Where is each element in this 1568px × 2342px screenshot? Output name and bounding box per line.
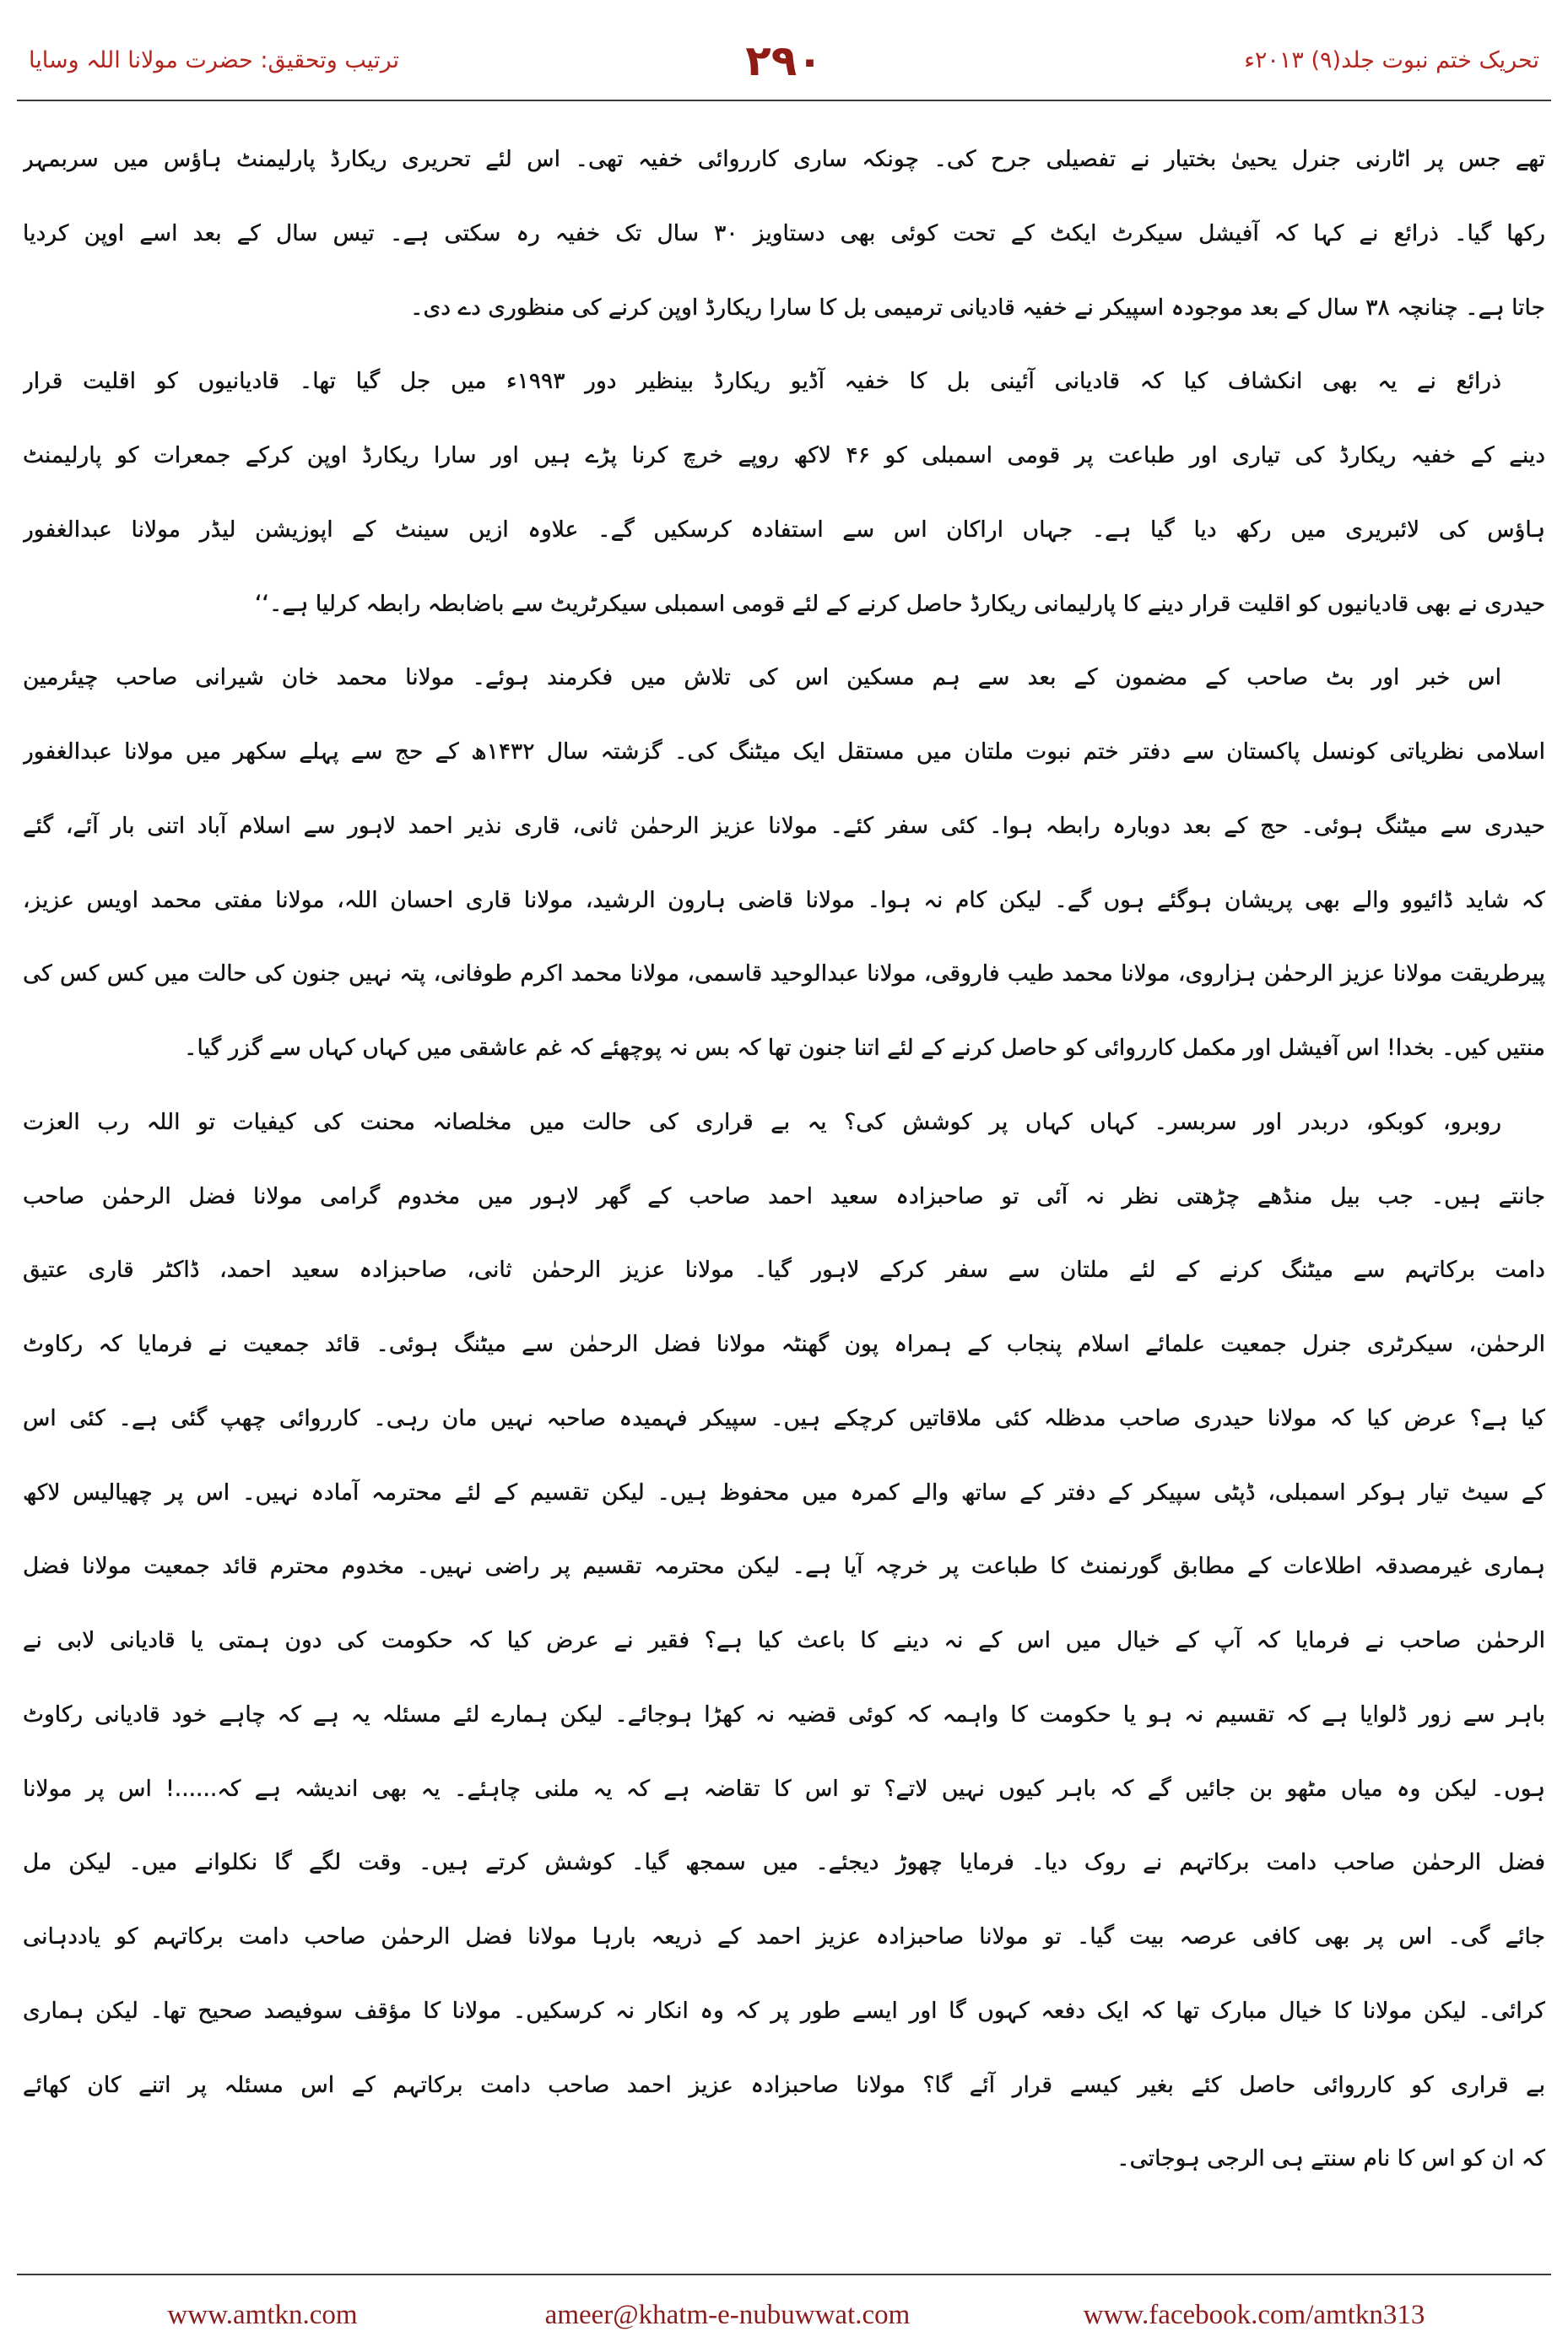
text-line: باہر سے زور ڈلوایا ہے کہ تقسیم نہ ہو یا حکومت کا واہمہ کہ کوئی قضیہ نہ کھڑا ہوجائے۔ لیکن ہمارے لئے مسئلہ یہ ہے کہ چاہے خود قادیانی رکاوٹ [23,1701,1545,1728]
text-line: کہ ان کو اس کا نام سنتے ہی الرجی ہوجاتی۔ [1117,2145,1545,2172]
text-line: ہماری غیرمصدقہ اطلاعات کے مطابق گورنمنٹ کا طباعت پر خرچہ آیا ہے۔ لیکن محترمہ تقسیم پر راضی نہیں۔ مخدوم محترم قائد جمعیت مولانا فضل [23,1553,1545,1580]
text-line: کے سیٹ تیار ہوکر اسمبلی، ڈپٹی سپیکر کے دفتر کے ساتھ والے کمرہ میں محفوظ ہیں۔ لیکن تقسیم کے لئے محترمہ آمادہ نہیں۔ اس پر چھیالیس لاکھ [23,1479,1545,1506]
text-line: ہوں۔ لیکن وہ میاں مٹھو بن جائیں گے کہ باہر کیوں نہیں لاتے؟ تو اس کا تقاضہ ہے کہ یہ ملنی چاہئے۔ یہ بھی اندیشہ ہے کہ......! اس پر مولانا [23,1775,1545,1802]
email-link[interactable]: ameer@khatm-e-nubuwwat.com [544,2300,911,2330]
paragraph-continued [23,122,1545,344]
text-line: کہ شاید ڈائیوو والے بھی پریشان ہوگئے ہوں گے۔ لیکن کام نہ ہوا۔ مولانا قاضی ہارون الرشید، مولانا قاری احسان اللہ، مولانا مفتی محمد اویس عزیز، [23,886,1545,913]
text-line: اس خبر اور بٹ صاحب کے مضمون کے بعد سے ہم مسکین اس کی تلاش میں فکرمند ہوئے۔ مولانا محمد خان شیرانی صاحب چیئرمین [23,664,1501,691]
text-line: اسلامی نظریاتی کونسل پاکستان سے دفتر ختم نبوت ملتان میں مستقل ایک میٹنگ کی۔ گزشتہ سال ۱۴۳۲ھ کے حج سے پہلے سکھر میں مولانا عبدالغفور [23,738,1545,765]
text-line: رکھا گیا۔ ذرائع نے کہا کہ آفیشل سیکرٹ ایکٹ کے تحت کوئی بھی دستاویز ۳۰ سال تک خفیہ رہ سکتی ہے۔ تیس سال کے بعد اسے اوپن کردیا [23,219,1545,246]
text-line: الرحمٰن صاحب نے فرمایا کہ آپ کے خیال میں اس کے نہ دینے کا باعث کیا ہے؟ فقیر نے عرض کیا کہ حکومت کی دون ہمتی یا قادیانی لابی نے [23,1627,1545,1653]
text-line: کیا ہے؟ عرض کیا کہ مولانا حیدری صاحب مدظلہ کئی ملاقاتیں کرچکے ہیں۔ سپیکر فہمیدہ صاحبہ نہیں مان رہی۔ کارروائی چھپ گئی ہے۔ کئی اس [23,1404,1545,1431]
paragraph [23,344,1545,641]
footer-divider [17,2274,1551,2275]
text-line: فضل الرحمٰن صاحب دامت برکاتہم نے روک دیا۔ فرمایا چھوڑ دیجئے۔ میں سمجھ گیا۔ کوشش کرتے ہیں۔ وقت لگے گا نکلوانے میں۔ لیکن مل [23,1849,1545,1876]
text-line: کرائی۔ لیکن مولانا کا خیال مبارک تھا کہ ایک دفعہ کہوں گا اور ایسے طور پر کہ وہ انکار نہ کرسکیں۔ مولانا کا مؤقف سوفیصد صحیح تھا۔ لیکن ہماری [23,1997,1545,2024]
page-number: ۲۹۰ [745,36,823,85]
text-line: حیدری نے بھی قادیانیوں کو اقلیت قرار دینے کا پارلیمانی ریکارڈ حاصل کرنے کے لئے قومی اسمبلی سیکرٹریٹ سے باضابطہ رابطہ کرلیا ہے۔‘‘ [254,590,1545,617]
text-line: ہاؤس کی لائبریری میں رکھ دیا گیا ہے۔ جہاں اراکان اس سے استفادہ کرسکیں گے۔ علاوہ ازیں سینٹ کے اپوزیشن لیڈر مولانا عبدالغفور [23,516,1545,543]
page-footer [0,2294,1568,2336]
paragraph [23,1085,1545,2196]
compiler-credit: ترتیب وتحقیق: حضرت مولانا اللہ وسایا [29,47,399,73]
text-line: جائے گی۔ اس پر بھی کافی عرصہ بیت گیا۔ تو مولانا صاحبزادہ عزیز احمد کے ذریعہ بارہا مولانا فضل الرحمٰن صاحب دامت برکاتہم کو یاددہانی [23,1923,1545,1950]
header-divider [17,100,1551,101]
text-line: حیدری سے میٹنگ ہوئی۔ حج کے بعد دوبارہ رابطہ ہوا۔ کئی سفر کئے۔ مولانا عزیز الرحمٰن ثانی، قاری نذیر احمد لاہور سے اسلام آباد اتنی بار آئے، گئے [23,812,1545,839]
text-line: پیرطریقت مولانا عزیز الرحمٰن ہزاروی، مولانا محمد طیب فاروقی، مولانا عبدالوحید قاسمی، مولانا محمد اکرم طوفانی، پتہ نہیں جنون کی حالت میں کس کس کی [23,960,1545,987]
text-line: ذرائع نے یہ بھی انکشاف کیا کہ قادیانی آئینی بل کا خفیہ آڈیو ریکارڈ بینظیر دور ۱۹۹۳ء میں جل گیا تھا۔ قادیانیوں کو اقلیت قرار [23,368,1501,395]
series-title: تحریک ختم نبوت جلد(۹) ۲۰۱۳ء [1244,47,1539,73]
text-line: تھے جس پر اٹارنی جنرل یحییٰ بختیار نے تفصیلی جرح کی۔ چونکہ ساری کارروائی خفیہ تھی۔ اس لئے تحریری ریکارڈ پارلیمنٹ ہاؤس میں سربمہر [23,146,1545,172]
text-line: دینے کے خفیہ ریکارڈ کی تیاری اور طباعت پر قومی اسمبلی کو ۴۶ لاکھ روپے خرچ کرنا پڑے ہیں اور سارا ریکارڈ اوپن کرکے جمعرات کو پارلیمنٹ [23,442,1545,468]
text-line: بے قراری کو کارروائی حاصل کئے بغیر کیسے قرار آئے گا؟ مولانا صاحبزادہ عزیز احمد صاحب دامت برکاتہم کے اس مسئلہ پر اتنے کان کھائے [23,2071,1545,2098]
text-line: الرحمٰن، سیکرٹری جنرل جمعیت علمائے اسلام پنجاب کے ہمراہ پون گھنٹہ مولانا فضل الرحمٰن سے میٹنگ ہوئی۔ قائد جمعیت نے فرمایا کہ رکاوٹ [23,1331,1545,1357]
text-line: روبرو، کوبکو، دربدر اور سربسر۔ کہاں کہاں پر کوشش کی؟ یہ بے قراری کی حالت میں مخلصانہ محنت کی کیفیات تو اللہ رب العزت [23,1108,1501,1135]
text-line: دامت برکاتہم سے میٹنگ کرنے کے لئے ملتان سے سفر کرکے لاہور گیا۔ مولانا عزیز الرحمٰن ثانی، صاحبزادہ سعید احمد، ڈاکٹر قاری عتیق [23,1257,1545,1284]
text-line: جاتا ہے۔ چنانچہ ۳۸ سال کے بعد موجودہ اسپیکر نے خفیہ قادیانی ترمیمی بل کا سارا ریکارڈ اوپن کرنے کی منظوری دے دی۔ [409,294,1545,321]
text-line: منتیں کیں۔ بخدا! اس آفیشل اور مکمل کارروائی کو حاصل کرنے کے لئے اتنا جنون تھا کہ بس نہ پوچھئے کہ غم عاشقی میں کہاں کہاں سے گزر گیا۔ [184,1035,1545,1061]
website-link[interactable]: www.amtkn.com [167,2300,358,2330]
page-body [23,122,1545,2196]
text-line: جانتے ہیں۔ جب بیل منڈھے چڑھتی نظر نہ آئی تو صاحبزادہ سعید احمد صاحب کے گھر لاہور میں مخدوم گرامی مولانا فضل الرحمٰن صاحب [23,1182,1545,1209]
paragraph [23,641,1545,1085]
facebook-link[interactable]: www.facebook.com/amtkn313 [1083,2300,1425,2330]
